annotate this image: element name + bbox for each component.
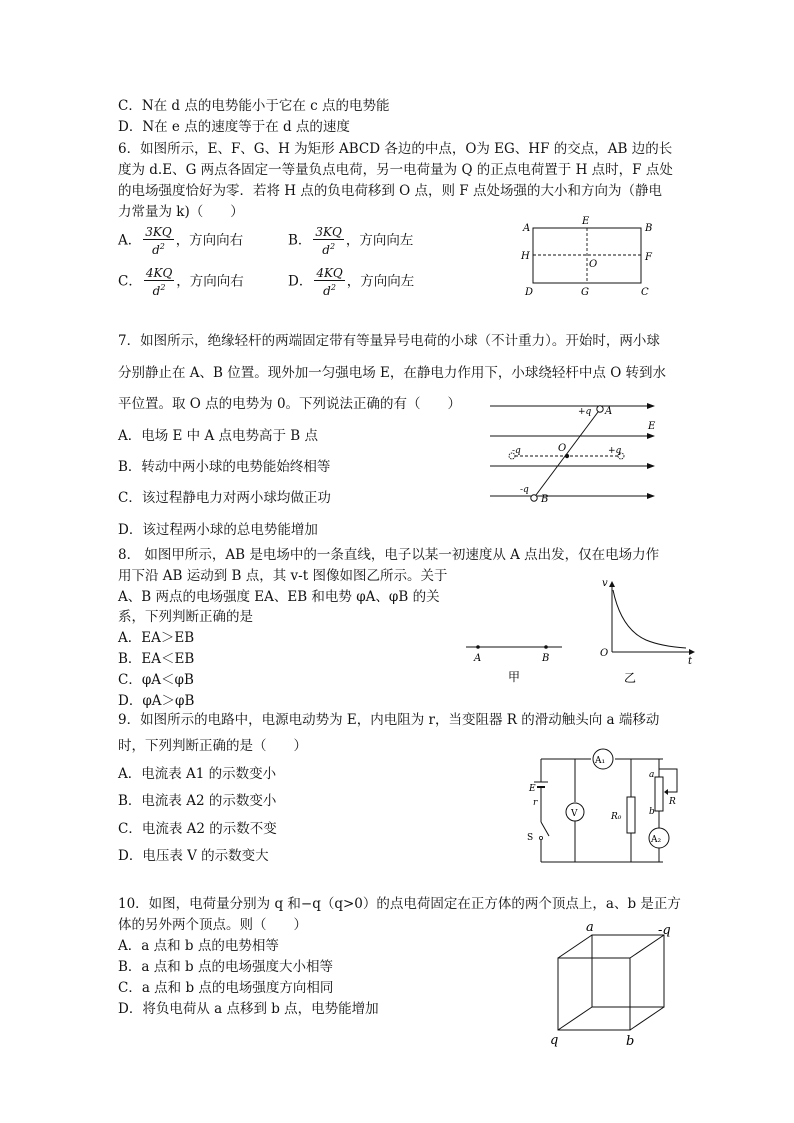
- q8-stem-line4: 系，下列判断正确的是: [118, 609, 253, 625]
- label-minus-q-left: -q: [512, 446, 521, 456]
- q10-option-d: D．将负电荷从 a 点移到 b 点，电势能增加: [118, 1001, 379, 1017]
- label-plus-q-a: +q: [578, 407, 592, 417]
- q8-option-c: C．φA＜φB: [118, 672, 194, 688]
- label-yi: 乙: [624, 671, 637, 685]
- label-a: a: [586, 920, 594, 935]
- label-t: t: [688, 656, 693, 667]
- q10-option-c: C．a 点和 b 点的电场强度方向相同: [118, 980, 334, 996]
- q8-option-a: A．EA＞EB: [118, 630, 195, 646]
- label-q: q: [550, 1033, 559, 1048]
- label-h: H: [521, 251, 530, 262]
- label-b: B: [541, 494, 549, 505]
- q10-option-b: B．a 点和 b 点的电场强度大小相等: [118, 959, 333, 975]
- label-o: O: [589, 259, 598, 270]
- label-minus-q: -q: [658, 923, 671, 938]
- fraction: $\frac{3KQ}{d^2}$: [315, 225, 342, 257]
- q6-option-b: B． $\frac{3KQ}{d^2}$ ，方向向左: [288, 225, 414, 257]
- label-a: A: [523, 223, 531, 234]
- label-v: v: [602, 578, 608, 589]
- q7-option-a: A．电场 E 中 A 点电势高于 B 点: [118, 428, 319, 444]
- q8-line-ab-figure: [462, 635, 572, 685]
- q9-option-b: B．电流表 A2 的示数变小: [118, 793, 277, 809]
- q6-option-a: A． $\frac{3KQ}{d^2}$ ，方向向右: [118, 225, 244, 257]
- label-minus-q-b: -q: [520, 485, 529, 495]
- label-a: A: [474, 653, 482, 664]
- label-origin: O: [600, 648, 609, 659]
- q8-stem-line2: 用下沿 AB 运动到 B 点，其 v-t 图像如图乙所示。关于: [118, 568, 448, 584]
- q8-option-b: B．EA＜EB: [118, 651, 195, 667]
- label-c: C: [641, 287, 649, 298]
- q7-field-figure: [488, 398, 660, 510]
- label-f: F: [645, 252, 652, 263]
- q6-option-c: C． $\frac{4KQ}{d^2}$ ，方向向右: [118, 266, 244, 298]
- q9-option-a: A．电流表 A1 的示数变小: [118, 766, 277, 782]
- prev-option-d: D．N在 e 点的速度等于在 d 点的速度: [118, 119, 350, 135]
- q6-stem-line3: 的电场强度恰好为零．若将 H 点的负电荷移到 O 点，则 F 点处场强的大小和方向为（静电: [118, 183, 662, 199]
- q9-circuit-figure: [523, 742, 693, 870]
- q8-vt-graph: [596, 574, 700, 686]
- q7-option-c: C．该过程静电力对两小球均做正功: [118, 490, 331, 506]
- label-field-e: E: [648, 421, 656, 432]
- label-e: E: [529, 784, 536, 794]
- fraction: $\frac{3KQ}{d^2}$: [145, 225, 172, 257]
- label-b: B: [542, 653, 550, 664]
- label-a: A: [605, 406, 613, 417]
- q7-stem-line1: 7．如图所示，绝缘轻杆的两端固定带有等量异号电荷的小球（不计重力）。开始时，两小球: [118, 333, 660, 349]
- label-a1: A₁: [595, 756, 606, 766]
- label-b: B: [645, 223, 653, 234]
- q8-option-d: D．φA＞φB: [118, 693, 195, 709]
- label-s: S: [527, 833, 534, 843]
- q9-stem-line2: 时，下列判断正确的是（ ）: [118, 738, 307, 754]
- label-r: r: [533, 798, 538, 808]
- q10-cube-figure: [540, 918, 690, 1048]
- fraction: $\frac{4KQ}{d^2}$: [145, 266, 173, 298]
- prev-option-c: C．N在 d 点的电势能小于它在 c 点的电势能: [118, 98, 390, 114]
- label-rheostat: R: [669, 797, 676, 807]
- q6-stem-line2: 度为 d.E、G 两点各固定一等量负点电荷，另一电荷量为 Q 的正点电荷置于 H 点时，F 点处: [118, 162, 673, 178]
- label-r0: R₀: [611, 812, 622, 822]
- q8-stem-line3: A、B 两点的电场强度 EA、EB 和电势 φA、φB 的关: [118, 589, 440, 605]
- label-o: O: [558, 443, 567, 454]
- label-v: V: [571, 809, 578, 819]
- label-d: D: [525, 287, 534, 298]
- q9-stem-line1: 9．如图所示的电路中，电源电动势为 E，内电阻为 r，当变阻器 R 的滑动触头向 a 端移动: [118, 712, 660, 728]
- q10-stem-line1: 10．如图，电荷量分别为 q 和−q（q>0）的点电荷固定在正方体的两个顶点上，a、b 是正方: [118, 896, 681, 912]
- label-a-end: a: [649, 770, 655, 780]
- q6-stem-line1: 6．如图所示，E、F、G、H 为矩形 ABCD 各边的中点，O为 EG、HF 的交点，AB 边的长: [118, 141, 673, 157]
- q8-stem-line1: 8． 如图甲所示，AB 是电场中的一条直线，电子以某一初速度从 A 点出发，仅在电场力作: [118, 547, 660, 563]
- q6-option-d: D． $\frac{4KQ}{d^2}$ ，方向向左: [288, 266, 415, 298]
- q10-option-a: A．a 点和 b 点的电势相等: [118, 938, 279, 954]
- q7-option-d: D．该过程两小球的总电势能增加: [118, 522, 318, 538]
- q7-option-b: B．转动中两小球的电势能始终相等: [118, 459, 331, 475]
- label-b-end: b: [649, 807, 655, 817]
- q10-stem-line2: 体的另外两个顶点。则（ ）: [118, 917, 307, 933]
- label-plus-q-right: +q: [608, 446, 622, 456]
- q6-rectangle-figure: [515, 215, 665, 300]
- q7-stem-line3: 平位置。取 O 点的电势为 0。下列说法正确的有（ ）: [118, 396, 462, 412]
- label-g: G: [581, 287, 589, 298]
- label-e: E: [582, 216, 590, 227]
- fraction: $\frac{4KQ}{d^2}$: [316, 266, 343, 298]
- label-a2: A₂: [651, 835, 662, 845]
- q7-stem-line2: 分别静止在 A、B 位置。现外加一匀强电场 E，在静电力作用下，小球绕轻杆中点 O 转到水: [118, 365, 667, 381]
- q6-stem-line4: 力常量为 k)（ ）: [118, 204, 244, 220]
- q9-option-c: C．电流表 A2 的示数不变: [118, 821, 277, 837]
- label-jia: 甲: [508, 670, 521, 684]
- q9-option-d: D．电压表 V 的示数变大: [118, 848, 269, 864]
- label-b: b: [626, 1034, 635, 1049]
